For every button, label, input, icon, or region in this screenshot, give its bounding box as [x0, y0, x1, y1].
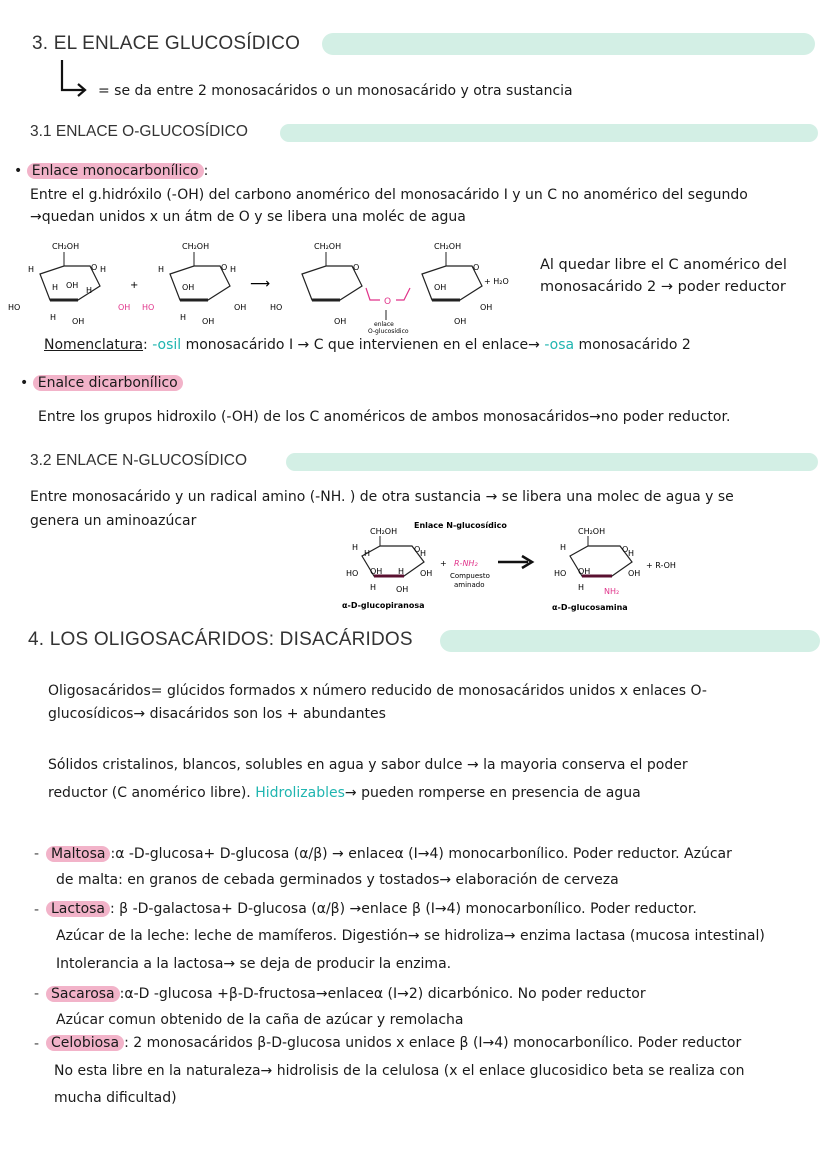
lactosa-line-2: Azúcar de la leche: leche de mamíferos. Digestión→ se hidroliza→ enzima lactasa (mucosa intestinal)	[56, 928, 765, 944]
section-3-2-title: 3.2 ENLACE N-GLUCOSÍDICO	[30, 452, 248, 469]
oh-label: OH	[234, 303, 247, 312]
oh-label: OH	[202, 317, 215, 326]
nh2-label: NH₂	[604, 587, 620, 596]
bond-label: enlace	[374, 321, 394, 328]
maltosa-line-2: de malta: en granos de cebada germinados y tostados→ elaboración de cerveza	[56, 872, 619, 888]
h-label: H	[628, 549, 635, 558]
oh-label: OH	[370, 567, 383, 576]
oh-label: OH	[434, 283, 447, 292]
colon: :	[203, 163, 209, 179]
ho-label: HO	[554, 569, 567, 578]
water-label: + H₂O	[484, 277, 509, 286]
p2-text: → pueden romperse en presencia de agua	[344, 785, 641, 801]
h-label: H	[28, 265, 35, 274]
glucopiranosa-label: α-D-glucopiranosa	[342, 601, 425, 610]
dash-marker: -	[34, 846, 40, 862]
h-label: H	[86, 286, 93, 295]
o-glycosidic-diagram	[8, 238, 528, 338]
celobiosa-text: : 2 monosacáridos β-D-glucosa unidos x enlace β (I→4) monocarbonílico. Poder reductor	[124, 1035, 742, 1051]
ho-label: HO	[270, 303, 283, 312]
n-glycosidic-diagram	[334, 516, 704, 616]
section-3-definition: = se da entre 2 monosacáridos o un monosacárido y otra sustancia	[98, 83, 573, 99]
h-label: H	[560, 543, 567, 552]
oh-label: OH	[334, 317, 347, 326]
h-label: H	[230, 265, 237, 274]
oh-label: OH	[480, 303, 493, 312]
section-3-1-title: 3.1 ENLACE O-GLUCOSÍDICO	[30, 123, 248, 140]
enlace-monocarbonilico-label: Enlace monocarbonílico	[27, 163, 204, 179]
nomenclatura-end: monosacárido 2	[574, 337, 691, 353]
diagram-header: Enlace N-glucosídico	[414, 521, 507, 530]
plus-sign: +	[130, 280, 139, 291]
maltosa-text: :α -D-glucosa+ D-glucosa (α/β) → enlaceα (I→4) monocarbonílico. Poder reductor. Azúcar	[110, 846, 732, 862]
oligo-p1-line-2: glucosídicos→ disacáridos son los + abundantes	[48, 706, 386, 722]
sacarosa-line-2: Azúcar comun obtenido de la caña de azúcar y remolacha	[56, 1012, 464, 1028]
ring-o: O	[473, 263, 480, 272]
enlace-dicarbonilico-label: Enalce dicarbonílico	[33, 375, 183, 391]
bullet-dot: •	[20, 375, 33, 391]
section-3-title: 3. EL ENLACE GLUCOSÍDICO	[32, 33, 301, 54]
dash-marker: -	[34, 1036, 40, 1052]
hidrolizables-term: Hidrolizables	[255, 785, 345, 801]
bond-label: O-glucosídico	[368, 328, 409, 335]
p2-text: reductor (C anomérico libre).	[48, 785, 256, 801]
nomenclatura-label: Nomenclatura	[44, 337, 144, 353]
h-label: H	[52, 283, 59, 292]
h-label: H	[420, 549, 427, 558]
monocarbonilico-line-1: Entre el g.hidróxilo (-OH) del carbono anomérico del monosacárido I y un C no anomérico del segundo	[30, 187, 748, 203]
celobiosa-line-2: No esta libre en la naturaleza→ hidrolisis de la celulosa (x el enlace glucosidico beta se realiza con	[54, 1063, 745, 1079]
h-label: H	[180, 313, 187, 322]
ho-label: HO	[8, 303, 21, 312]
reaction-arrow: ⟶	[250, 276, 271, 292]
oligo-p2-line-1: Sólidos cristalinos, blancos, solubles en agua y sabor dulce → la mayoria conserva el poder	[48, 757, 688, 773]
nomenclatura-line	[44, 334, 691, 356]
oligo-p2-line-2	[48, 782, 641, 804]
oh-label: OH	[454, 317, 467, 326]
maltosa-label: Maltosa	[46, 846, 110, 862]
lactosa-label: Lactosa	[46, 901, 110, 917]
oligo-p1-line-1: Oligosacáridos= glúcidos formados x número reducido de monosacáridos unidos x enlaces O-	[48, 683, 707, 699]
h-label: H	[578, 583, 585, 592]
ho-pink-label: HO	[142, 303, 155, 312]
section-4-title-bar	[440, 630, 820, 652]
lactosa-text: : β -D-galactosa+ D-glucosa (α/β) →enlace β (I→4) monocarbonílico. Poder reductor.	[110, 901, 697, 917]
n-glycosidic-line-1: Entre monosacárido y un radical amino (-NH. ) de otra sustancia → se libera una molec de agua y se	[30, 489, 734, 505]
ch2oh-label: CH₂OH	[578, 527, 606, 536]
reductor-note-line-2: monosacárido 2 → poder reductor	[540, 279, 786, 295]
section-3-title-bar	[322, 33, 815, 55]
dicarbonilico-text: Entre los grupos hidroxilo (-OH) de los C anoméricos de ambos monosacáridos→no poder reductor.	[38, 409, 731, 425]
celobiosa-line-1	[46, 1032, 741, 1054]
dash-marker: -	[34, 902, 40, 918]
h-label: H	[158, 265, 165, 274]
ch2oh-label: CH₂OH	[370, 527, 398, 536]
ring-o: O	[91, 263, 98, 272]
lactosa-line-1	[46, 898, 697, 920]
reagent-note: aminado	[454, 581, 485, 589]
reagent-label: R-NH₂	[454, 559, 478, 568]
oh-label: OH	[578, 567, 591, 576]
h-label: H	[398, 567, 405, 576]
glucosamine-ring	[552, 527, 676, 612]
ring-o: O	[221, 263, 228, 272]
arrow-down-right-icon	[56, 58, 92, 98]
sacarosa-label: Sacarosa	[46, 986, 120, 1002]
oh-label: OH	[628, 569, 641, 578]
h-label: H	[352, 543, 359, 552]
dash-marker: -	[34, 986, 40, 1002]
glucosamina-label: α-D-glucosamina	[552, 603, 628, 612]
section-3-2-title-bar	[286, 453, 818, 471]
reductor-note-line-1: Al quedar libre el C anomérico del	[540, 257, 787, 273]
colon: :	[143, 337, 148, 353]
glucose-ring-2	[142, 242, 246, 326]
h-label: H	[100, 265, 107, 274]
ring-o: O	[414, 545, 421, 554]
monocarbonilico-line-2: →quedan unidos x un átm de O y se libera una moléc de agua	[30, 209, 466, 225]
oh-pink-label: OH	[118, 303, 131, 312]
celobiosa-line-3: mucha dificultad)	[54, 1090, 177, 1106]
h-label: H	[50, 313, 57, 322]
oh-label: OH	[396, 585, 409, 594]
ch2oh-label: CH₂OH	[314, 242, 342, 251]
reagent-note: Compuesto	[450, 572, 490, 580]
oh-label: OH	[66, 281, 79, 290]
oh-label: OH	[182, 283, 195, 292]
ch2oh-label: CH₂OH	[52, 242, 80, 251]
ch2oh-label: CH₂OH	[182, 242, 210, 251]
n-glycosidic-line-2: genera un aminoazúcar	[30, 513, 197, 529]
celobiosa-label: Celobiosa	[46, 1035, 124, 1051]
bullet-dicarbonilico	[20, 372, 183, 394]
suffix-osil: -osil	[152, 337, 182, 353]
bullet-monocarbonilico	[14, 160, 208, 182]
bond-oxygen: O	[384, 297, 392, 307]
sacarosa-line-1	[46, 983, 646, 1005]
oh-label: OH	[72, 317, 85, 326]
sacarosa-text: :α-D -glucosa +β-D-fructosa→enlaceα (I→2) dicarbónico. No poder reductor	[119, 986, 646, 1002]
lactosa-line-3: Intolerancia a la lactosa→ se deja de producir la enzima.	[56, 956, 452, 972]
glucopyranose-ring	[342, 527, 432, 610]
ring-o: O	[622, 545, 629, 554]
glucose-ring-1	[8, 242, 130, 326]
section-3-1-title-bar	[280, 124, 818, 142]
ho-label: HO	[346, 569, 359, 578]
suffix-osa: -osa	[544, 337, 575, 353]
byproduct-label: + R-OH	[646, 561, 676, 570]
nomenclatura-middle: monosacárido I → C que intervienen en el enlace→	[181, 337, 545, 353]
ring-o: O	[353, 263, 360, 272]
ch2oh-label: CH₂OH	[434, 242, 462, 251]
h-label: H	[370, 583, 377, 592]
oh-label: OH	[420, 569, 433, 578]
disaccharide-product	[270, 242, 509, 335]
bullet-dot: •	[14, 163, 27, 179]
maltosa-line-1	[46, 843, 732, 865]
h-label: H	[364, 549, 371, 558]
section-4-title: 4. LOS OLIGOSACÁRIDOS: DISACÁRIDOS	[28, 629, 413, 650]
plus-sign: +	[440, 559, 447, 568]
